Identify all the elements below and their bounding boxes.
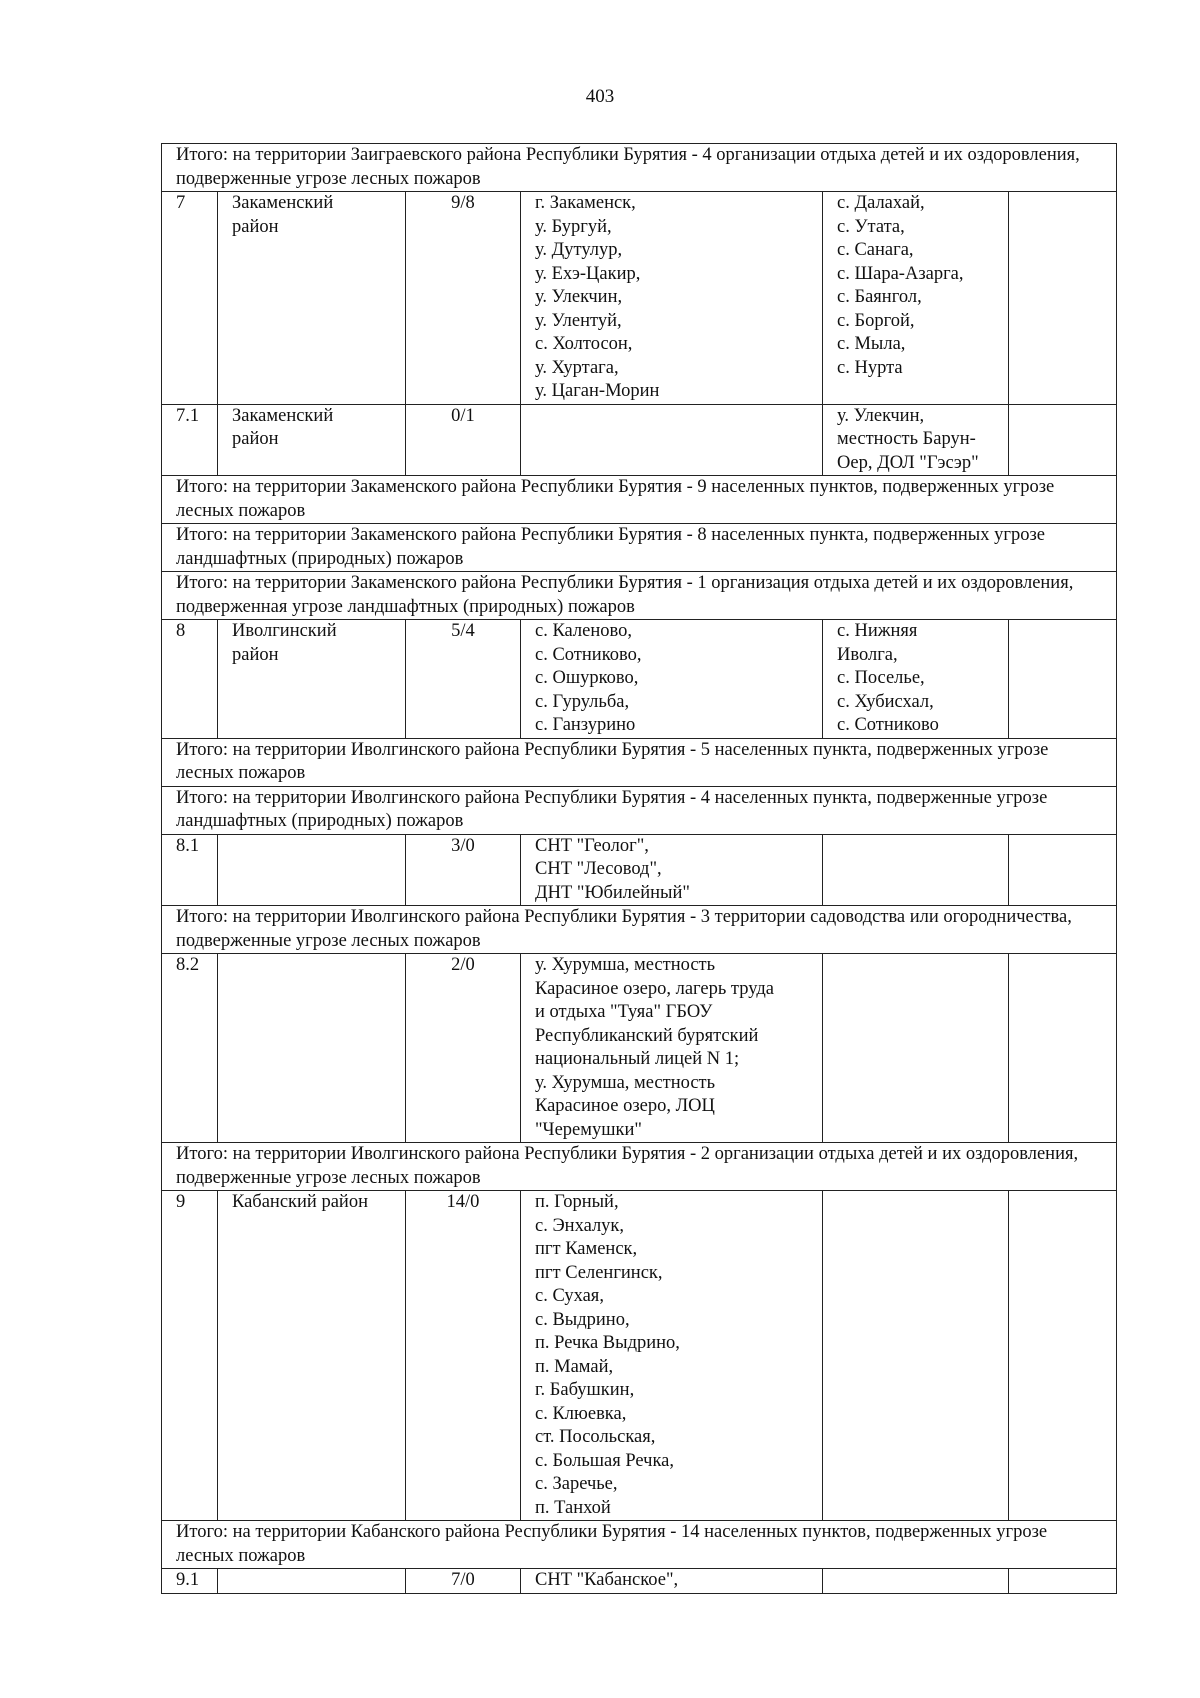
- landscape-fire-settlements: [823, 1569, 1009, 1594]
- forest-fire-settlements: г. Закаменск, у. Бургуй, у. Дутулур, у. Ехэ-Цакир, у. Улекчин, у. Улентуй, с. Холтосон, у. Хуртага, у. Цаган-Морин: [521, 192, 823, 405]
- page-number: 403: [585, 86, 615, 107]
- forest-fire-settlements: СНТ "Геолог", СНТ "Лесовод", ДНТ "Юбилейный": [521, 834, 823, 906]
- total-row: [162, 524, 1117, 572]
- forest-fire-settlements: с. Каленово, с. Сотниково, с. Ошурково, с. Гурульба, с. Ганзурино: [521, 620, 823, 739]
- total-text: Итого: на территории Иволгинского района Республики Бурятия - 5 населенных пункта, подверженных угрозе лесных пожаров: [162, 738, 1117, 786]
- settlement-count: 2/0: [406, 954, 521, 1143]
- row-number: 9: [162, 1191, 218, 1521]
- total-text: Итого: на территории Закаменского района Республики Бурятия - 8 населенных пункта, подверженных угрозе ландшафтных (природных) пожаров: [162, 524, 1117, 572]
- forest-fire-settlements: у. Хурумша, местность Карасиное озеро, лагерь труда и отдыха "Туяа" ГБОУ Республиканский бурятский национальный лицей N 1; у. Хурумша, местность Карасиное озеро, ЛОЦ "Черемушки": [521, 954, 823, 1143]
- district-name: [218, 834, 406, 906]
- settlement-count: 3/0: [406, 834, 521, 906]
- table-row: [162, 192, 1117, 405]
- total-row: [162, 572, 1117, 620]
- total-row: [162, 1143, 1117, 1191]
- settlement-count: 9/8: [406, 192, 521, 405]
- total-row: [162, 786, 1117, 834]
- total-row: [162, 1521, 1117, 1569]
- table-row: [162, 1191, 1117, 1521]
- district-name: Закаменский район: [218, 404, 406, 476]
- total-text: Итого: на территории Кабанского района Республики Бурятия - 14 населенных пунктов, подверженных угрозе лесных пожаров: [162, 1521, 1117, 1569]
- landscape-fire-settlements: с. Нижняя Иволга, с. Поселье, с. Хубисхал, с. Сотниково: [823, 620, 1009, 739]
- district-name: [218, 1569, 406, 1594]
- notes-cell: [1009, 620, 1117, 739]
- notes-cell: [1009, 404, 1117, 476]
- notes-cell: [1009, 192, 1117, 405]
- district-name: Кабанский район: [218, 1191, 406, 1521]
- forest-fire-settlements: [521, 404, 823, 476]
- table-row: [162, 834, 1117, 906]
- table-row: [162, 620, 1117, 739]
- forest-fire-settlements: СНТ "Кабанское",: [521, 1569, 823, 1594]
- settlement-count: 5/4: [406, 620, 521, 739]
- total-row: [162, 906, 1117, 954]
- row-number: 7: [162, 192, 218, 405]
- landscape-fire-settlements: [823, 954, 1009, 1143]
- settlement-count: 7/0: [406, 1569, 521, 1594]
- forest-fire-settlements: п. Горный, с. Энхалук, пгт Каменск, пгт Селенгинск, с. Сухая, с. Выдрино, п. Речка Выдрино, п. Мамай, г. Бабушкин, с. Клюевка, ст. Посольская, с. Большая Речка, с. Заречье, п. Танхой: [521, 1191, 823, 1521]
- row-number: 8: [162, 620, 218, 739]
- total-text: Итого: на территории Заиграевского района Республики Бурятия - 4 организации отдыха детей и их оздоровления, подверженные угрозе лесных пожаров: [162, 144, 1117, 192]
- total-row: [162, 738, 1117, 786]
- settlement-count: 14/0: [406, 1191, 521, 1521]
- landscape-fire-settlements: у. Улекчин, местность Барун- Оер, ДОЛ "Гэсэр": [823, 404, 1009, 476]
- notes-cell: [1009, 1191, 1117, 1521]
- settlement-count: 0/1: [406, 404, 521, 476]
- total-row: [162, 476, 1117, 524]
- table-row: [162, 404, 1117, 476]
- district-name: Закаменский район: [218, 192, 406, 405]
- row-number: 8.2: [162, 954, 218, 1143]
- total-text: Итого: на территории Закаменского района Республики Бурятия - 1 организация отдыха детей и их оздоровления, подверженная угрозе ландшафтных (природных) пожаров: [162, 572, 1117, 620]
- total-text: Итого: на территории Иволгинского района Республики Бурятия - 3 территории садоводства или огородничества, подверженные угрозе лесных пожаров: [162, 906, 1117, 954]
- total-row: [162, 144, 1117, 192]
- row-number: 9.1: [162, 1569, 218, 1594]
- table-row: [162, 1569, 1117, 1594]
- notes-cell: [1009, 834, 1117, 906]
- row-number: 8.1: [162, 834, 218, 906]
- notes-cell: [1009, 954, 1117, 1143]
- district-name: [218, 954, 406, 1143]
- row-number: 7.1: [162, 404, 218, 476]
- landscape-fire-settlements: с. Далахай, с. Утата, с. Санага, с. Шара-Азарга, с. Баянгол, с. Боргой, с. Мыла, с. Нурта: [823, 192, 1009, 405]
- table-row: [162, 954, 1117, 1143]
- total-text: Итого: на территории Иволгинского района Республики Бурятия - 2 организации отдыха детей и их оздоровления, подверженные угрозе лесных пожаров: [162, 1143, 1117, 1191]
- landscape-fire-settlements: [823, 1191, 1009, 1521]
- table-body: [162, 144, 1117, 1594]
- total-text: Итого: на территории Иволгинского района Республики Бурятия - 4 населенных пункта, подверженные угрозе ландшафтных (природных) пожаров: [162, 786, 1117, 834]
- total-text: Итого: на территории Закаменского района Республики Бурятия - 9 населенных пунктов, подверженных угрозе лесных пожаров: [162, 476, 1117, 524]
- landscape-fire-settlements: [823, 834, 1009, 906]
- settlements-table: [161, 143, 1117, 1594]
- notes-cell: [1009, 1569, 1117, 1594]
- district-name: Иволгинский район: [218, 620, 406, 739]
